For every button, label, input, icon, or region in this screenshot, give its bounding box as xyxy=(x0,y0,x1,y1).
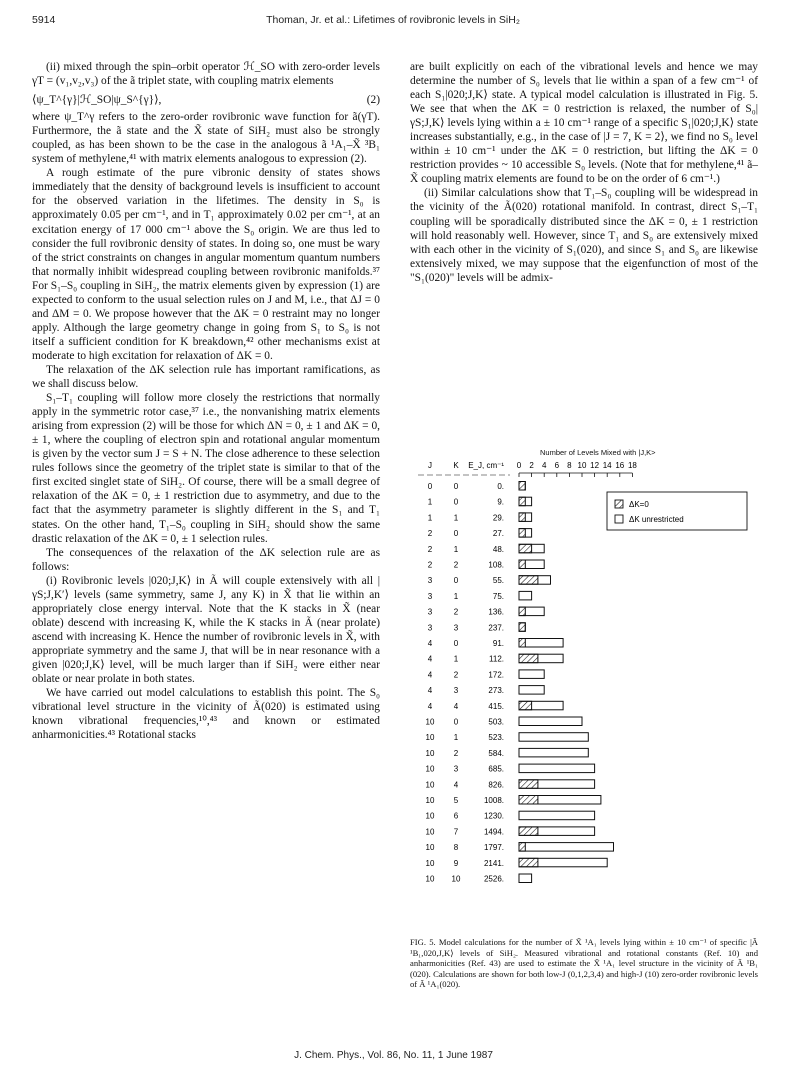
row-k: 4 xyxy=(453,780,459,790)
row-energy: 75. xyxy=(492,591,504,601)
bar-dk-zero xyxy=(519,544,532,553)
paragraph: S₁–T₁ coupling will follow more closely the restrictions that normally apply in the symmetric rotor case,³⁷ i.e., the nonvanishing matrix elements arising from expression (2) will be those for which ΔN = 0, ± 1 and ΔK = 0, ± 1, where the coupling of electron spin and rotational angular momentum is given by the vector sum J = S + N. The close adherence to these selection rules follows since the geometry of the triplet state is similar to that of the first excited singlet state of SiH₂. Of course, there will be a small degree of relaxation of the ΔK = 0, ± 1 restriction due to asymmetry, and due to the fact that the asymmetry parameter is slightly different in the S₁ and T₁ states. On the other hand, T₁–S₀ coupling in SiH₂ should show the same drastic relaxation of the ΔK = 0, ± 1 selection rules. xyxy=(32,392,380,545)
bar-dk-unrestricted xyxy=(519,811,595,820)
paragraph: are built explicitly on each of the vibrational levels and hence we may determine the number of S₀ levels that lie within a span of a few cm⁻¹ of each S₁|020;J,K⟩ state. A typical model calculation is illustrated in Fig. 5. We see that when the ΔK = 0 restriction is relaxed, the number of S₀|γS;J,K⟩ levels lying within a ± 10 cm⁻¹ range of a specific S₁|020;J,K⟩ state increases substantially, e.g., in the case of |J = 7, K = 2⟩, we find no S₀ level within ± 10 cm⁻¹ under the ΔK = 0 restriction, but lifting the ΔK = 0 restriction provides ~ 10 accessible S₀ levels. (Note that for methylene,⁴¹ ã–X̃ coupling matrix elements are found to be on the order of 6 cm⁻¹.) xyxy=(410,61,758,186)
figure-5-chart xyxy=(400,444,760,884)
paragraph: We have carried out model calculations to establish this point. The S₀ vibrational level structure in the vicinity of Ã(020) is estimated using known vibrational frequencies,¹⁰,⁴³ and known or estimated anharmonicities.⁴³ Rotational stacks xyxy=(32,687,380,742)
bar-dk-zero xyxy=(519,497,525,506)
row-j: 10 xyxy=(425,733,435,743)
legend-label-dk-zero: ΔK=0 xyxy=(629,500,649,509)
page-footer: J. Chem. Phys., Vol. 86, No. 11, 1 June 1987 xyxy=(294,1050,493,1061)
legend-swatch-dk-unrestricted xyxy=(615,515,623,523)
paragraph: (ii) mixed through the spin–orbit operator ℋ_SO with zero-order levels γT = (v₁,v₂,v₃) of the ã triplet state, with coupling matrix elements xyxy=(32,61,380,88)
row-energy: 1797. xyxy=(483,843,504,853)
row-energy: 584. xyxy=(488,748,504,758)
row-energy: 9. xyxy=(497,497,504,507)
bar-dk-unrestricted xyxy=(519,670,544,679)
row-j: 4 xyxy=(427,639,433,648)
bar-dk-zero xyxy=(519,529,525,538)
x-tick-label: 10 xyxy=(577,461,587,470)
bar-dk-zero xyxy=(519,843,525,852)
x-tick-label: 12 xyxy=(590,461,600,470)
bar-dk-unrestricted xyxy=(519,591,532,600)
row-energy: 112. xyxy=(489,654,504,664)
bar-dk-zero xyxy=(519,560,525,569)
row-j: 4 xyxy=(427,654,433,664)
row-j: 10 xyxy=(425,764,435,774)
row-j: 4 xyxy=(427,686,433,696)
bar-dk-zero xyxy=(519,780,538,789)
legend-label-dk-unrestricted: ΔK unrestricted xyxy=(629,515,684,524)
bar-dk-zero xyxy=(519,607,525,616)
row-j: 3 xyxy=(427,607,433,617)
row-j: 10 xyxy=(425,858,435,868)
paragraph: The consequences of the relaxation of the ΔK selection rule are as follows: xyxy=(32,546,380,573)
row-k: 3 xyxy=(453,686,459,696)
right-column xyxy=(410,60,758,285)
row-k: 1 xyxy=(453,733,459,743)
row-k: 10 xyxy=(451,874,461,884)
row-energy: 91. xyxy=(492,639,504,648)
row-j: 3 xyxy=(427,576,433,586)
row-k: 1 xyxy=(453,513,459,523)
x-tick-label: 8 xyxy=(567,461,572,470)
row-energy: 2526. xyxy=(483,874,504,884)
row-k: 8 xyxy=(453,843,459,853)
bar-dk-unrestricted xyxy=(519,686,544,695)
row-energy: 415. xyxy=(488,701,504,711)
equation-number: (2) xyxy=(366,94,380,107)
row-j: 10 xyxy=(425,780,435,790)
page-number: 5914 xyxy=(32,14,56,26)
bar-dk-zero xyxy=(519,701,532,710)
caption-label: FIG. 5. xyxy=(410,937,436,947)
row-j: 10 xyxy=(425,748,435,758)
bar-dk-unrestricted xyxy=(519,764,595,773)
row-energy: 523. xyxy=(488,733,504,743)
row-k: 6 xyxy=(453,811,459,821)
column-header-j: J xyxy=(428,461,432,470)
row-k: 5 xyxy=(453,796,459,805)
row-k: 0 xyxy=(453,639,459,648)
row-k: 0 xyxy=(453,529,459,539)
bar-dk-zero xyxy=(519,654,538,663)
equation-block xyxy=(32,93,380,107)
row-k: 3 xyxy=(453,764,459,774)
paragraph: where ψ_T^γ refers to the zero-order rovibronic wave function for ã(γT). Furthermore, the ã state and the X̃ state of SiH₂ must also be strongly coupled, as has been shown to be the case in the analogous ã ¹A₁–X̃ ³B₁ system of methylene,⁴¹ with matrix elements analogous to expression (2). xyxy=(32,111,380,166)
row-k: 2 xyxy=(453,670,459,680)
row-energy: 273. xyxy=(488,686,504,696)
row-energy: 108. xyxy=(488,560,504,570)
paragraph: (ii) Similar calculations show that T₁–S₀ coupling will be widespread in the vicinity of the Ã(020) rotational manifold. In contrast, direct S₁–T₁ coupling will be sporadically distributed since the ΔK = 0, ± 1 restriction will hold reasonably well. However, since T₁ and S₀ are extensively mixed with each other in the vicinity of S₁(020), and since S₁ and S₀ are likewise extensively mixed, we may suppose that the eigenfunction of most of the "S₁(020)" levels will be admix- xyxy=(410,187,758,284)
legend-swatch-dk-zero xyxy=(615,500,623,508)
paragraph: A rough estimate of the pure vibronic density of states shows immediately that the density of background levels is insufficient to account for the observed variation in the lifetimes. The density in S₀ is approximately 0.05 per cm⁻¹, and in T₁ approximately 0.02 per cm⁻¹, at an excitation energy of 17 000 cm⁻¹ above the S₀ origin. We are thus led to consider the full rovibronic density of states. In doing so, one must be wary of the strict constraints on changes in angular momentum quantum numbers that normally inhibit widespread coupling between rovibronic manifolds.³⁷ For S₁–S₀ coupling in SiH₂, the matrix elements given by expression (1) are expected to conform to the usual selection rules on J and M, i.e., that ΔJ = 0 and ΔM = 0. We propose however that the ΔK = 0 restraint may no longer apply. Although the large geometry change in going from S₁ to S₀ is not itself a sufficient condition for K breakdown,⁴² other mechanisms exist at moderate to high excitation for relaxation of ΔK = 0. xyxy=(32,167,380,362)
x-tick-label: 16 xyxy=(615,461,625,470)
row-j: 0 xyxy=(427,482,433,491)
row-j: 10 xyxy=(425,796,435,805)
row-energy: 1008. xyxy=(483,796,504,805)
bar-dk-zero xyxy=(519,576,538,585)
bar-dk-zero xyxy=(519,827,538,836)
row-k: 0 xyxy=(453,717,459,727)
bar-dk-unrestricted xyxy=(519,733,588,742)
row-energy: 1494. xyxy=(483,827,504,837)
running-head: Thoman, Jr. et al.: Lifetimes of rovibronic levels in SiH₂ xyxy=(266,14,520,26)
x-tick-label: 14 xyxy=(602,461,612,470)
column-header-k: K xyxy=(453,461,459,470)
bar-dk-unrestricted xyxy=(519,717,582,726)
x-tick-label: 2 xyxy=(529,461,534,470)
row-k: 0 xyxy=(453,482,459,491)
row-k: 1 xyxy=(453,591,459,601)
row-k: 3 xyxy=(453,623,459,633)
row-energy: 237. xyxy=(488,623,504,633)
row-k: 1 xyxy=(453,654,459,664)
row-j: 1 xyxy=(427,497,433,507)
row-energy: 136. xyxy=(488,607,504,617)
row-energy: 29. xyxy=(492,513,504,523)
row-k: 0 xyxy=(453,576,459,586)
row-j: 10 xyxy=(425,811,435,821)
row-k: 1 xyxy=(453,544,459,554)
row-energy: 48. xyxy=(492,544,504,554)
figure-5 xyxy=(400,444,760,884)
bar-dk-zero xyxy=(519,623,525,632)
row-j: 3 xyxy=(427,591,433,601)
row-j: 3 xyxy=(427,623,433,633)
row-j: 2 xyxy=(427,544,433,554)
figure-caption xyxy=(410,937,758,990)
x-tick-label: 6 xyxy=(554,461,560,470)
x-tick-label: 4 xyxy=(541,461,547,470)
row-energy: 503. xyxy=(488,717,504,727)
legend-box xyxy=(607,492,747,530)
row-j: 4 xyxy=(427,670,433,680)
row-j: 2 xyxy=(427,560,433,570)
row-energy: 2141. xyxy=(483,858,504,868)
x-tick-label: 18 xyxy=(627,461,637,470)
row-energy: 27. xyxy=(492,529,504,539)
row-energy: 1230. xyxy=(483,811,504,821)
row-j: 10 xyxy=(425,827,435,837)
caption-text: Model calculations for the number of X̃ ¹A₁ levels lying within ± 10 cm⁻¹ of specific |Ã ¹B₁,020,J,K⟩ levels of SiH₂. Measured vibrational and rotational constants (Ref. 10) and anharmonicities (Ref. 43) are used to estimate the X̃ ¹A₁ level structure in the vicinity of Ã ¹B₁ (020). Calculations are shown for both low-J (0,1,2,3,4) and high-J (10) zero-order rovibronic levels of Ã ¹A₁(020). xyxy=(410,937,759,990)
row-j: 10 xyxy=(425,874,435,884)
row-k: 2 xyxy=(453,607,459,617)
left-column xyxy=(32,60,380,742)
row-energy: 0. xyxy=(497,482,504,491)
bar-dk-zero xyxy=(519,796,538,805)
bar-dk-zero xyxy=(519,513,525,522)
x-tick-label: 0 xyxy=(516,461,522,470)
row-k: 4 xyxy=(453,701,459,711)
bar-dk-zero xyxy=(519,858,538,867)
row-k: 7 xyxy=(453,827,459,837)
row-j: 2 xyxy=(427,529,433,539)
row-k: 2 xyxy=(453,748,459,758)
row-energy: 685. xyxy=(488,764,504,774)
bar-dk-unrestricted xyxy=(519,874,532,883)
bar-dk-unrestricted xyxy=(519,843,614,852)
bar-dk-zero xyxy=(519,639,525,648)
row-energy: 172. xyxy=(488,670,504,680)
page-header xyxy=(32,14,754,30)
chart-title: Number of Levels Mixed with |J,K> xyxy=(540,448,656,457)
row-j: 10 xyxy=(425,843,435,853)
equation: ⟨ψ_T^{γ}|ℋ_SO|ψ_S^{γ}⟩, xyxy=(32,94,162,107)
row-energy: 826. xyxy=(488,780,504,790)
row-j: 4 xyxy=(427,701,433,711)
row-k: 9 xyxy=(453,858,459,868)
column-header-energy: E_J, cm⁻¹ xyxy=(468,461,504,470)
row-energy: 55. xyxy=(492,576,504,586)
row-j: 1 xyxy=(427,513,433,523)
bar-dk-zero xyxy=(519,482,525,491)
paragraph: The relaxation of the ΔK selection rule has important ramifications, as we shall discuss below. xyxy=(32,363,380,391)
row-k: 2 xyxy=(453,560,459,570)
row-k: 0 xyxy=(453,497,459,507)
bar-dk-unrestricted xyxy=(519,748,588,757)
row-j: 10 xyxy=(425,717,435,727)
paragraph: (i) Rovibronic levels |020;J,K⟩ in Ã will couple extensively with all |γS;J,K′⟩ levels (same symmetry, same J, any K) in X̃ that lie within an appropriately close energy interval. Note that the K stacks in X̃ (near oblate) descend with increasing K, while the K stacks in Ã (near prolate) ascend with increasing K. Hence the number of rovibronic levels in X̃, with appropriate symmetry and the same J, that will be in near resonance with a given |020;J,K⟩ level, will be much larger than if SiH₂ were either near oblate or near prolate in both states. xyxy=(32,574,380,686)
